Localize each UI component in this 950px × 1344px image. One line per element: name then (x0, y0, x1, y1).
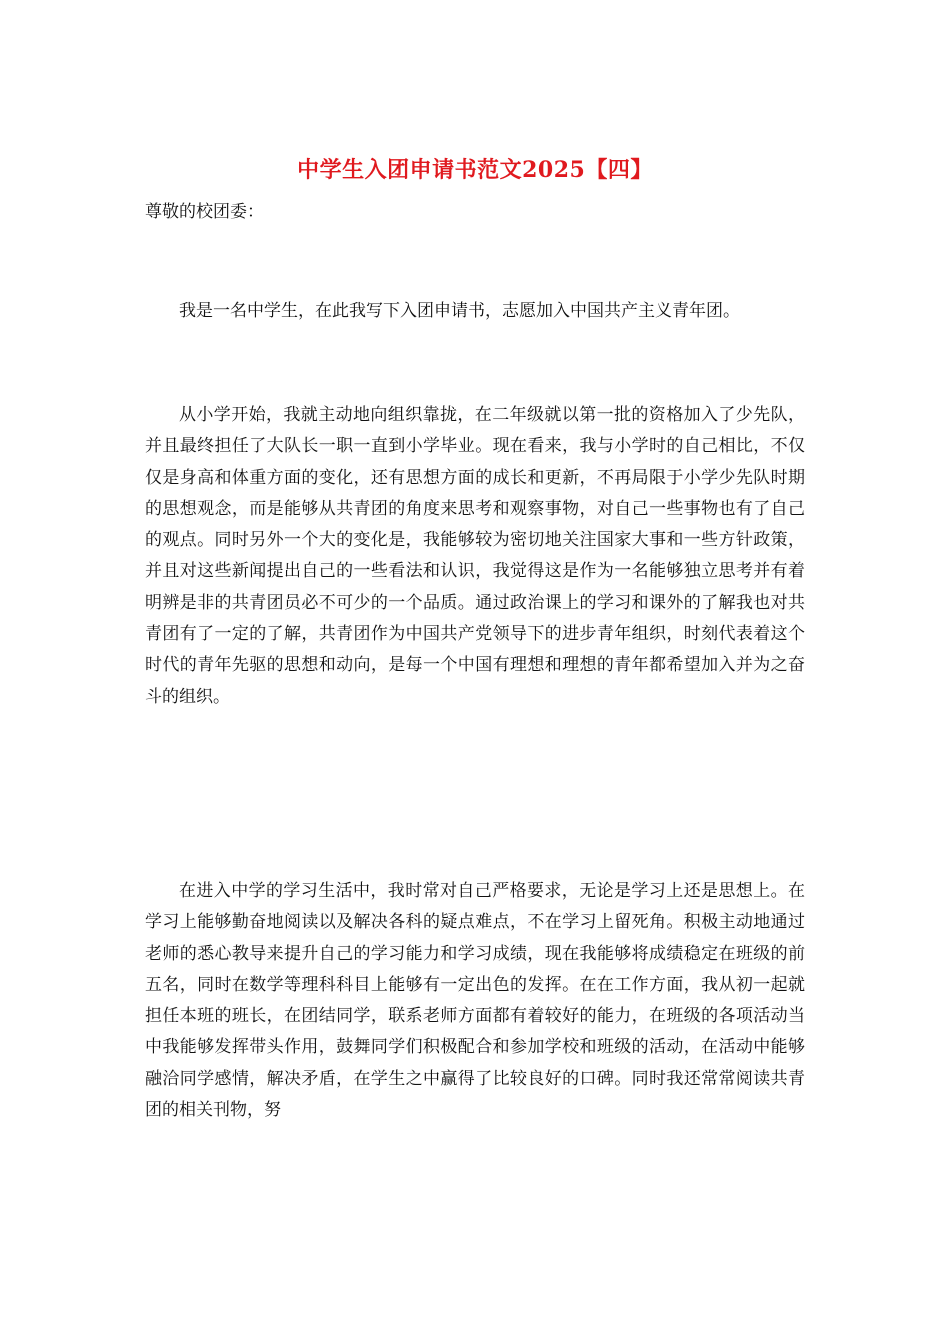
salutation: 尊敬的校团委： (145, 202, 264, 222)
document-title: 中学生入团申请书范文2025【四】 (297, 157, 653, 183)
paragraph-2: 从小学开始，我就主动地向组织靠拢，在二年级就以第一批的资格加入了少先队，并且最终担任了大队长一职一直到小学毕业。现在看来，我与小学时的自己相比，不仅仅是身高和体重方面的变化，还有思想方面的成长和更新，不再局限于小学少先队时期的思想观念，而是能够从共青团的角度来思考和观察事物，对自己一些事物也有了自己的观点。同时另外一个大的变化是，我能够较为密切地关注国家大事和一些方针政策，并且对这些新闻提出自己的一些看法和认识，我觉得这是作为一名能够独立思考并有着明辨是非的共青团员必不可少的一个品质。通过政治课上的学习和课外的了解我也对共青团有了一定的了解，共青团作为中国共产党领导下的进步青年组织，时刻代表着这个时代的青年先驱的思想和动向，是每一个中国有理想和理想的青年都希望加入并为之奋斗的组织。 (145, 405, 805, 707)
paragraph-3: 在进入中学的学习生活中，我时常对自己严格要求，无论是学习上还是思想上。在学习上能够勤奋地阅读以及解决各科的疑点难点，不在学习上留死角。积极主动地通过老师的悉心教导来提升自己的学习能力和学习成绩，现在我能够将成绩稳定在班级的前五名，同时在数学等理科科目上能够有一定出色的发挥。在在工作方面，我从初一起就担任本班的班长，在团结同学，联系老师方面都有着较好的能力，在班级的各项活动当中我能够发挥带头作用，鼓舞同学们积极配合和参加学校和班级的活动，在活动中能够融洽同学感情，解决矛盾，在学生之中赢得了比较良好的口碑。同时我还常常阅读共青团的相关刊物，努 (145, 881, 805, 1121)
paragraph-1: 我是一名中学生，在此我写下入团申请书，志愿加入中国共产主义青年团。 (179, 301, 740, 321)
